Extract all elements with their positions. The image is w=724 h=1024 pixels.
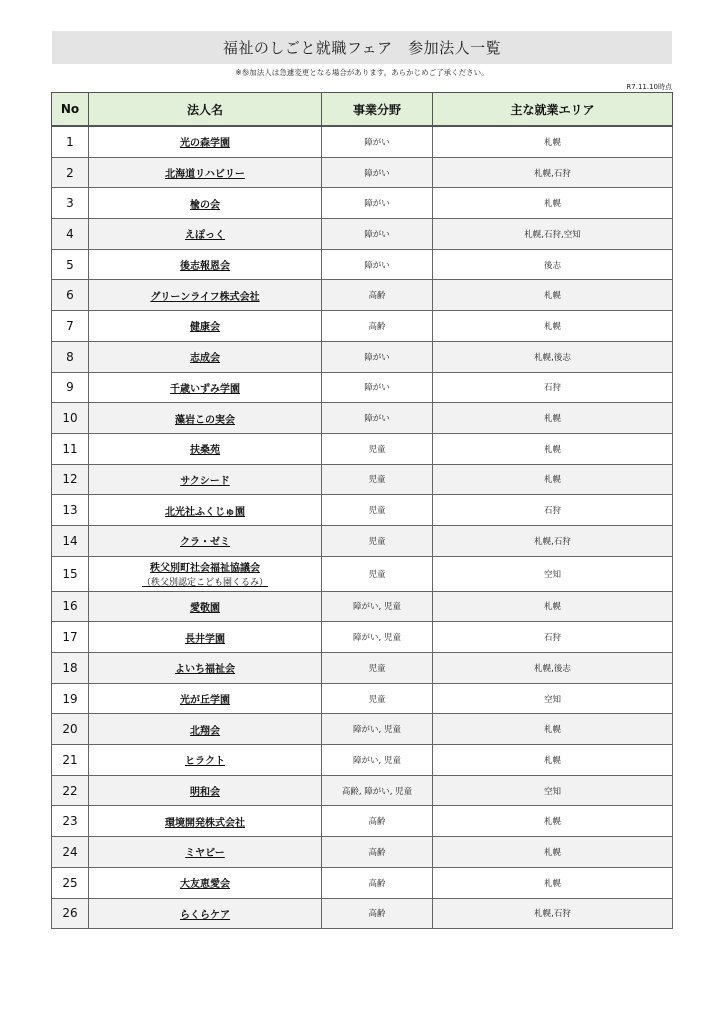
table-row [52, 157, 673, 188]
organization-cell [89, 622, 322, 653]
table-row [52, 188, 673, 219]
row-number: 1 [52, 126, 89, 157]
business-field: 高齢 [322, 867, 433, 898]
business-field: 障がい, 児童 [322, 591, 433, 622]
business-field: 障がい [322, 126, 433, 157]
table-row [52, 806, 673, 837]
row-number: 19 [52, 683, 89, 714]
work-area: 石狩 [433, 372, 673, 403]
work-area: 札幌 [433, 464, 673, 495]
work-area: 札幌 [433, 837, 673, 868]
organization-cell [89, 188, 322, 219]
organization-name: 光が丘学園 [180, 695, 230, 707]
organization-name: 藻岩この実会 [175, 414, 235, 426]
business-field: 高齢 [322, 806, 433, 837]
organization-name: らくらケア [180, 909, 230, 921]
header-name: 法人名 [89, 93, 322, 127]
work-area: 札幌,後志 [433, 341, 673, 372]
participant-table [51, 92, 673, 929]
business-field: 障がい, 児童 [322, 714, 433, 745]
work-area: 札幌,石狩 [433, 898, 673, 929]
work-area: 空知 [433, 775, 673, 806]
business-field: 障がい [322, 341, 433, 372]
business-field: 高齢 [322, 837, 433, 868]
header-field: 事業分野 [322, 93, 433, 127]
organization-cell [89, 372, 322, 403]
table-row [52, 495, 673, 526]
organization-name: 愛敬園 [190, 602, 220, 614]
row-number: 2 [52, 157, 89, 188]
table-row [52, 464, 673, 495]
work-area: 札幌 [433, 867, 673, 898]
business-field: 障がい [322, 249, 433, 280]
table-row [52, 683, 673, 714]
table-row [52, 898, 673, 929]
work-area: 札幌 [433, 714, 673, 745]
table-header-row [52, 93, 673, 127]
business-field: 障がい, 児童 [322, 745, 433, 776]
disclaimer-note: ※参加法人は急遽変更となる場合があります。あらかじめご了承ください。 [235, 68, 489, 77]
table-row [52, 714, 673, 745]
organization-name: 北翔会 [190, 725, 220, 737]
work-area: 札幌 [433, 806, 673, 837]
business-field: 障がい [322, 157, 433, 188]
business-field: 児童 [322, 556, 433, 591]
work-area: 札幌 [433, 188, 673, 219]
row-number: 25 [52, 867, 89, 898]
work-area: 札幌,後志 [433, 653, 673, 684]
organization-name: ミヤビー [185, 848, 225, 860]
business-field: 児童 [322, 653, 433, 684]
organization-name: グリーンライフ株式会社 [150, 291, 260, 303]
row-number: 4 [52, 219, 89, 250]
organization-name: 扶桑苑 [190, 445, 220, 457]
organization-cell [89, 249, 322, 280]
row-number: 14 [52, 525, 89, 556]
organization-cell [89, 683, 322, 714]
organization-name: 千歳いずみ学園 [170, 383, 240, 395]
business-field: 児童 [322, 464, 433, 495]
organization-name: 健康会 [190, 322, 220, 334]
table-row [52, 775, 673, 806]
organization-name: サクシード [180, 475, 230, 487]
organization-cell [89, 556, 322, 591]
row-number: 24 [52, 837, 89, 868]
organization-cell [89, 837, 322, 868]
table-row [52, 867, 673, 898]
organization-name: えぽっく [185, 230, 225, 242]
organization-name: 志成会 [190, 353, 220, 365]
work-area: 札幌 [433, 403, 673, 434]
business-field: 児童 [322, 683, 433, 714]
work-area: 札幌 [433, 591, 673, 622]
as-of-date: R7.11.10時点 [626, 83, 672, 91]
work-area: 札幌,石狩,空知 [433, 219, 673, 250]
organization-name: 秩父別町社会福祉協議会 [150, 563, 260, 575]
organization-cell [89, 280, 322, 311]
row-number: 26 [52, 898, 89, 929]
organization-name: 長井学園 [185, 633, 225, 645]
work-area: 空知 [433, 683, 673, 714]
organization-cell [89, 591, 322, 622]
table-row [52, 525, 673, 556]
row-number: 9 [52, 372, 89, 403]
header-area: 主な就業エリア [433, 93, 673, 127]
organization-cell [89, 495, 322, 526]
organization-name: 楡の会 [190, 199, 220, 211]
organization-cell [89, 219, 322, 250]
work-area: 札幌 [433, 126, 673, 157]
organization-name: 光の森学園 [180, 138, 230, 150]
business-field: 障がい, 児童 [322, 622, 433, 653]
row-number: 15 [52, 556, 89, 591]
table-row [52, 403, 673, 434]
row-number: 13 [52, 495, 89, 526]
business-field: 高齢 [322, 898, 433, 929]
organization-cell [89, 898, 322, 929]
table-row [52, 219, 673, 250]
organization-cell [89, 775, 322, 806]
organization-cell [89, 653, 322, 684]
work-area: 後志 [433, 249, 673, 280]
business-field: 障がい [322, 403, 433, 434]
table-row [52, 126, 673, 157]
table-row [52, 556, 673, 591]
row-number: 5 [52, 249, 89, 280]
organization-name: 北海道リハビリー [165, 169, 245, 181]
business-field: 障がい [322, 188, 433, 219]
organization-name: 環境開発株式会社 [165, 817, 245, 829]
row-number: 23 [52, 806, 89, 837]
business-field: 障がい [322, 219, 433, 250]
work-area: 札幌,石狩 [433, 157, 673, 188]
organization-cell [89, 525, 322, 556]
page-title-bar [52, 31, 672, 64]
row-number: 16 [52, 591, 89, 622]
work-area: 石狩 [433, 495, 673, 526]
work-area: 札幌 [433, 280, 673, 311]
business-field: 高齢 [322, 311, 433, 342]
row-number: 17 [52, 622, 89, 653]
row-number: 11 [52, 433, 89, 464]
organization-cell [89, 157, 322, 188]
organization-name: よいち福祉会 [175, 664, 235, 676]
business-field: 児童 [322, 495, 433, 526]
table-row [52, 837, 673, 868]
table-row [52, 372, 673, 403]
organization-name: 後志報恩会 [180, 261, 230, 273]
table-row [52, 745, 673, 776]
organization-cell [89, 714, 322, 745]
organization-cell [89, 126, 322, 157]
organization-cell [89, 433, 322, 464]
work-area: 空知 [433, 556, 673, 591]
page-title: 福祉のしごと就職フェア 参加法人一覧 [222, 39, 502, 57]
work-area: 札幌 [433, 745, 673, 776]
row-number: 12 [52, 464, 89, 495]
row-number: 20 [52, 714, 89, 745]
work-area: 札幌 [433, 433, 673, 464]
business-field: 児童 [322, 525, 433, 556]
row-number: 7 [52, 311, 89, 342]
row-number: 10 [52, 403, 89, 434]
work-area: 石狩 [433, 622, 673, 653]
table-row [52, 622, 673, 653]
organization-cell [89, 464, 322, 495]
business-field: 障がい [322, 372, 433, 403]
table-row [52, 653, 673, 684]
table-row [52, 591, 673, 622]
row-number: 18 [52, 653, 89, 684]
organization-cell [89, 745, 322, 776]
work-area: 札幌 [433, 311, 673, 342]
table-row [52, 249, 673, 280]
row-number: 22 [52, 775, 89, 806]
row-number: 6 [52, 280, 89, 311]
organization-cell [89, 403, 322, 434]
table-row [52, 341, 673, 372]
organization-name: 大友恵愛会 [180, 879, 230, 891]
organization-cell [89, 341, 322, 372]
organization-cell [89, 311, 322, 342]
organization-name: クラ・ゼミ [180, 537, 230, 549]
organization-name: ヒラクト [185, 756, 225, 768]
business-field: 高齢, 障がい, 児童 [322, 775, 433, 806]
organization-name: 北光社ふくじゅ園 [165, 506, 245, 518]
organization-cell [89, 806, 322, 837]
business-field: 高齢 [322, 280, 433, 311]
row-number: 8 [52, 341, 89, 372]
business-field: 児童 [322, 433, 433, 464]
table-row [52, 433, 673, 464]
row-number: 21 [52, 745, 89, 776]
organization-name: 明和会 [190, 787, 220, 799]
organization-cell [89, 867, 322, 898]
row-number: 3 [52, 188, 89, 219]
work-area: 札幌,石狩 [433, 525, 673, 556]
organization-subname: （秩父別認定こども園くるみ） [141, 578, 268, 589]
header-no: No [52, 93, 89, 127]
table-row [52, 311, 673, 342]
table-row [52, 280, 673, 311]
